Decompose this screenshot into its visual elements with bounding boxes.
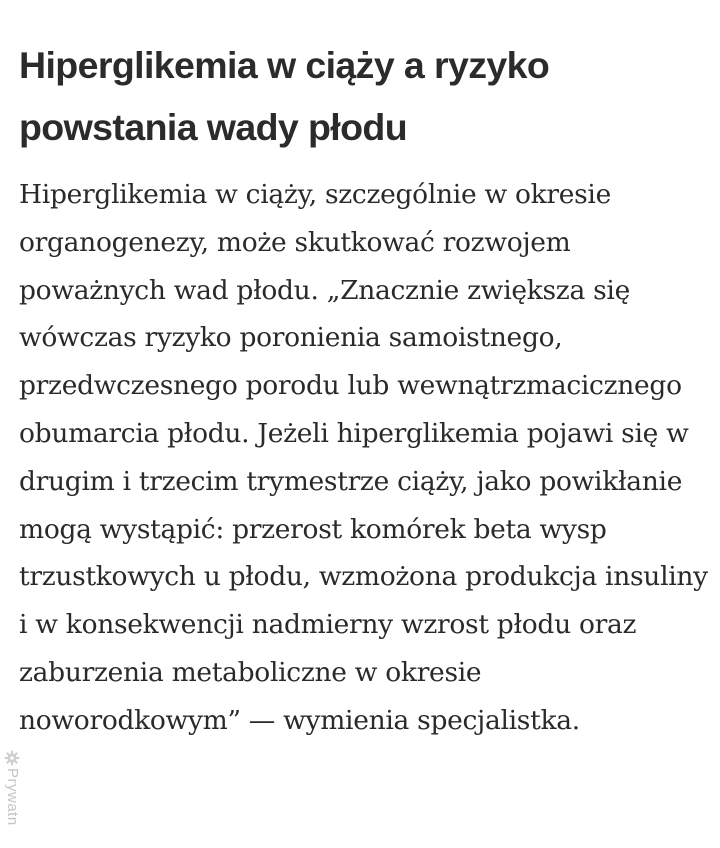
article xyxy=(19,34,709,745)
watermark xyxy=(0,748,24,848)
watermark-text: Prywatn xyxy=(4,768,21,826)
article-paragraph: Hiperglikemia w ciąży, szczególnie w okresie organogenezy, może skutkować rozwojem poważnych wad płodu. „Znacznie zwiększa się wówczas ryzyko poronienia samoistnego, przedwczesnego porodu lub wewnątrzmacicznego obumarcia płodu. Jeżeli hiperglikemia pojawi się w drugim i trzecim trymestrze ciąży, jako powikłanie mogą wystąpić: przerost komórek beta wysp trzustkowych u płodu, wzmożona produkcja insuliny i w konsekwencji nadmierny wzrost płodu oraz zaburzenia metaboliczne w okresie noworodkowym” — wymienia specjalistka. xyxy=(19,179,708,736)
article-title: Hiperglikemia w ciąży a ryzyko powstania wady płodu xyxy=(19,44,550,148)
gear-icon xyxy=(4,750,20,766)
